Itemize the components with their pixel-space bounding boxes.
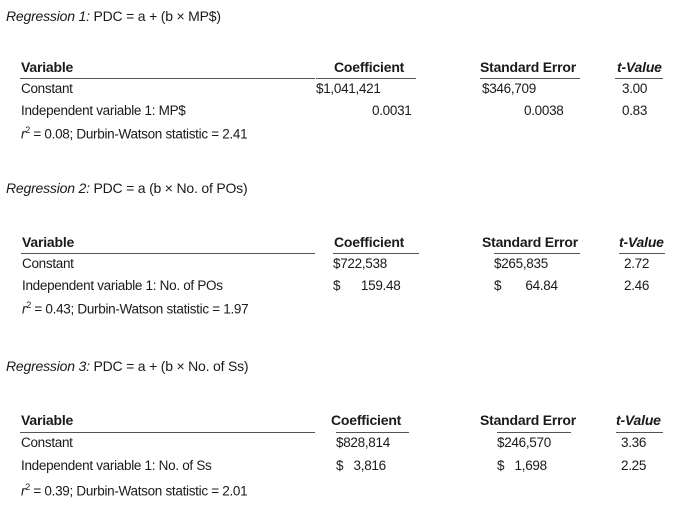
header-rule <box>494 253 580 254</box>
row-t-value: 0.83 <box>622 103 648 118</box>
row-variable: Independent variable 1: No. of Ss <box>21 458 212 473</box>
header-coefficient: Coefficient <box>331 412 402 428</box>
header-standard-error: Standard Error <box>480 412 576 428</box>
header-rule <box>616 432 663 433</box>
r-squared-stat: $r^2 = 0.08$; Durbin-Watson statistic = 2.41 <box>21 125 248 142</box>
header-coefficient: Coefficient <box>334 59 405 75</box>
row-t-value: 3.36 <box>621 435 647 450</box>
header-t-value: t-Value <box>619 234 664 250</box>
row-coefficient: $722,538 <box>333 256 387 271</box>
r-squared-stat: $r^2 = 0.39$; Durbin-Watson statistic = 2.01 <box>21 482 248 499</box>
row-coefficient: $1,041,421 <box>316 81 381 96</box>
coefficient-value: $ 3,816 <box>336 458 386 473</box>
regression-label: Regression 3: <box>6 358 90 374</box>
r-squared-text: = 0.43; Durbin-Watson statistic = 1.97 <box>34 301 249 317</box>
row-coefficient <box>336 458 386 473</box>
header-standard-error: Standard Error <box>482 234 578 250</box>
row-t-value: 2.25 <box>621 458 647 473</box>
regression-formula: PDC = a (b × No. of POs) <box>93 180 248 196</box>
header-rule <box>336 432 409 433</box>
row-t-value: 2.46 <box>624 278 650 293</box>
regression-title <box>6 8 221 24</box>
row-variable: Independent variable 1: No. of POs <box>22 278 223 293</box>
header-rule <box>497 432 571 433</box>
row-standard-error: $346,709 <box>482 81 536 96</box>
standard-error-value: $ 64.84 <box>494 278 558 293</box>
header-standard-error: Standard Error <box>480 59 576 75</box>
regression-label: Regression 2: <box>6 180 90 196</box>
row-variable: Constant <box>21 435 73 450</box>
row-coefficient: $828,814 <box>336 435 390 450</box>
row-variable: Independent variable 1: MP$ <box>21 103 186 118</box>
row-coefficient <box>333 278 416 293</box>
coefficient-value: $ 159.48 <box>333 278 401 293</box>
standard-error-value: $ 1,698 <box>497 458 547 473</box>
header-rule <box>21 253 315 254</box>
regression-label: Regression 1: <box>6 8 90 24</box>
row-standard-error: 0.0038 <box>524 103 564 118</box>
header-t-value: t-Value <box>617 59 662 75</box>
header-rule <box>20 78 315 79</box>
header-variable: Variable <box>21 59 74 75</box>
header-rule <box>480 78 580 79</box>
row-standard-error <box>494 278 558 293</box>
header-rule <box>333 253 419 254</box>
r-squared-stat: $r^2 = 0.43$; Durbin-Watson statistic = 1.97 <box>22 300 249 317</box>
row-variable: Constant <box>22 256 74 271</box>
header-rule <box>316 78 416 79</box>
header-variable: Variable <box>22 234 75 250</box>
header-rule <box>20 432 315 433</box>
header-rule <box>615 78 663 79</box>
regression-formula: PDC = a + (b × MP$) <box>93 8 221 24</box>
header-t-value: t-Value <box>616 412 661 428</box>
row-standard-error: $265,835 <box>494 256 548 271</box>
row-t-value: 3.00 <box>622 81 648 96</box>
row-t-value: 2.72 <box>624 256 650 271</box>
row-coefficient: 0.0031 <box>372 103 412 118</box>
regression-title <box>6 358 248 374</box>
regression-formula: PDC = a + (b × No. of Ss) <box>93 358 249 374</box>
row-standard-error <box>497 458 547 473</box>
row-standard-error: $246,570 <box>497 435 551 450</box>
header-coefficient: Coefficient <box>334 234 405 250</box>
regression-title <box>6 180 247 196</box>
header-rule <box>619 253 665 254</box>
r-squared-text: = 0.39; Durbin-Watson statistic = 2.01 <box>33 483 248 499</box>
header-variable: Variable <box>21 412 74 428</box>
r-squared-text: = 0.08; Durbin-Watson statistic = 2.41 <box>33 126 248 142</box>
row-variable: Constant <box>21 81 73 96</box>
